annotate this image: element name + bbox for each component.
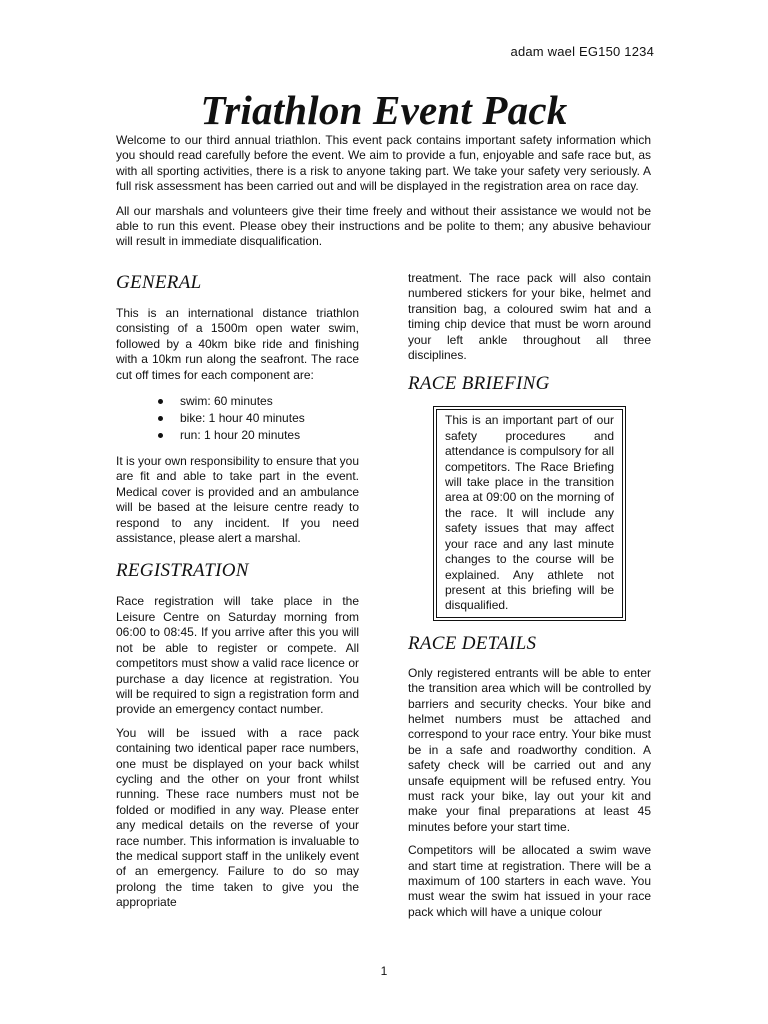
section-heading-registration: REGISTRATION	[116, 560, 249, 582]
bullet-icon	[158, 399, 163, 404]
general-paragraph: It is your own responsibility to ensure that you are fit and able to take part in the event. Medical cover is provided and an ambulance will be based at the leisure centre ready to respond to any incident. If you need assistance, please alert a marshal.	[116, 454, 359, 546]
registration-paragraph: Race registration will take place in the Leisure Centre on Saturday morning from 06:00 to 08:45. If you arrive after this you will not be able to register or compete. All competitors must show a valid race licence or purchase a day licence at registration. You will be required to sign a registration form and provide an emergency contact number.	[116, 594, 359, 717]
race-details-paragraph: Competitors will be allocated a swim wave and start time at registration. There will be a maximum of 100 starters in each wave. You must wear the swim hat issued in your race pack which will have a unique colour	[408, 843, 651, 919]
list-item: swim: 60 minutes	[158, 393, 359, 410]
list-item: bike: 1 hour 40 minutes	[158, 410, 359, 427]
intro-paragraph: Welcome to our third annual triathlon. This event pack contains important safety information which you should read carefully before the event. We aim to provide a fun, enjoyable and safe race but, as with all sporting activities, there is a risk to anyone taking part. We take your safety very seriously. A full risk assessment has been carried out and will be displayed in the registration area on race day.	[116, 133, 651, 194]
author-id: adam wael EG150 1234	[510, 44, 654, 59]
list-item: run: 1 hour 20 minutes	[158, 427, 359, 444]
registration-paragraph-continued: treatment. The race pack will also contain numbered stickers for your bike, helmet and transition bag, a coloured swim hat and a timing chip device that must be worn around your left ankle throughout all three disciplines.	[408, 271, 651, 363]
race-briefing-text: This is an important part of our safety procedures and attendance is compulsory for all competitors. The Race Briefing will take place in the transition area at 09:00 on the morning of the race. It will include any safety issues that may affect your race and any last minute changes to the course will be explained. Any athlete not present at this briefing will be disqualified.	[445, 413, 614, 613]
race-briefing-box	[433, 406, 626, 620]
cutoff-times-list	[158, 393, 359, 444]
page-number: 1	[380, 964, 388, 978]
race-details-paragraph: Only registered entrants will be able to enter the transition area which will be controlled by barriers and security checks. Your bike and helmet numbers must be attached and correspond to your race entry. Your bike must be in a safe and roadworthy condition. A safety check will be carried out and any unsafe equipment will be refused entry. You must rack your bike, lay out your kit and make your final preparations at least 45 minutes before your start time.	[408, 665, 651, 834]
intro-section	[116, 133, 651, 259]
right-column	[408, 271, 651, 928]
left-column	[116, 272, 359, 919]
registration-paragraph: You will be issued with a race pack containing two identical paper race numbers, one must be displayed on your back whilst cycling and the other on your front whilst running. These race numbers must not be folded or modified in any way. Please enter any medical details on the reverse of your race number. This information is invaluable to the medical support staff in the unlikely event of an emergency. Failure to do so may prolong the time taken to give you the appropriate	[116, 725, 359, 910]
bullet-icon	[158, 416, 163, 421]
intro-paragraph: All our marshals and volunteers give their time freely and without their assistance we would not be able to run this event. Please obey their instructions and be polite to them; any abusive behaviour will result in immediate disqualification.	[116, 203, 651, 249]
section-heading-general: GENERAL	[116, 272, 202, 293]
page-title: Triathlon Event Pack	[200, 87, 568, 133]
section-heading-race-details: RACE DETAILS	[408, 632, 537, 654]
section-heading-race-briefing: RACE BRIEFING	[408, 373, 550, 395]
general-paragraph: This is an international distance triathlon consisting of a 1500m open water swim, followed by a 40km bike ride and finishing with a 10km run along the seafront. The race cut off times for each component are:	[116, 306, 359, 382]
bullet-icon	[158, 433, 163, 438]
